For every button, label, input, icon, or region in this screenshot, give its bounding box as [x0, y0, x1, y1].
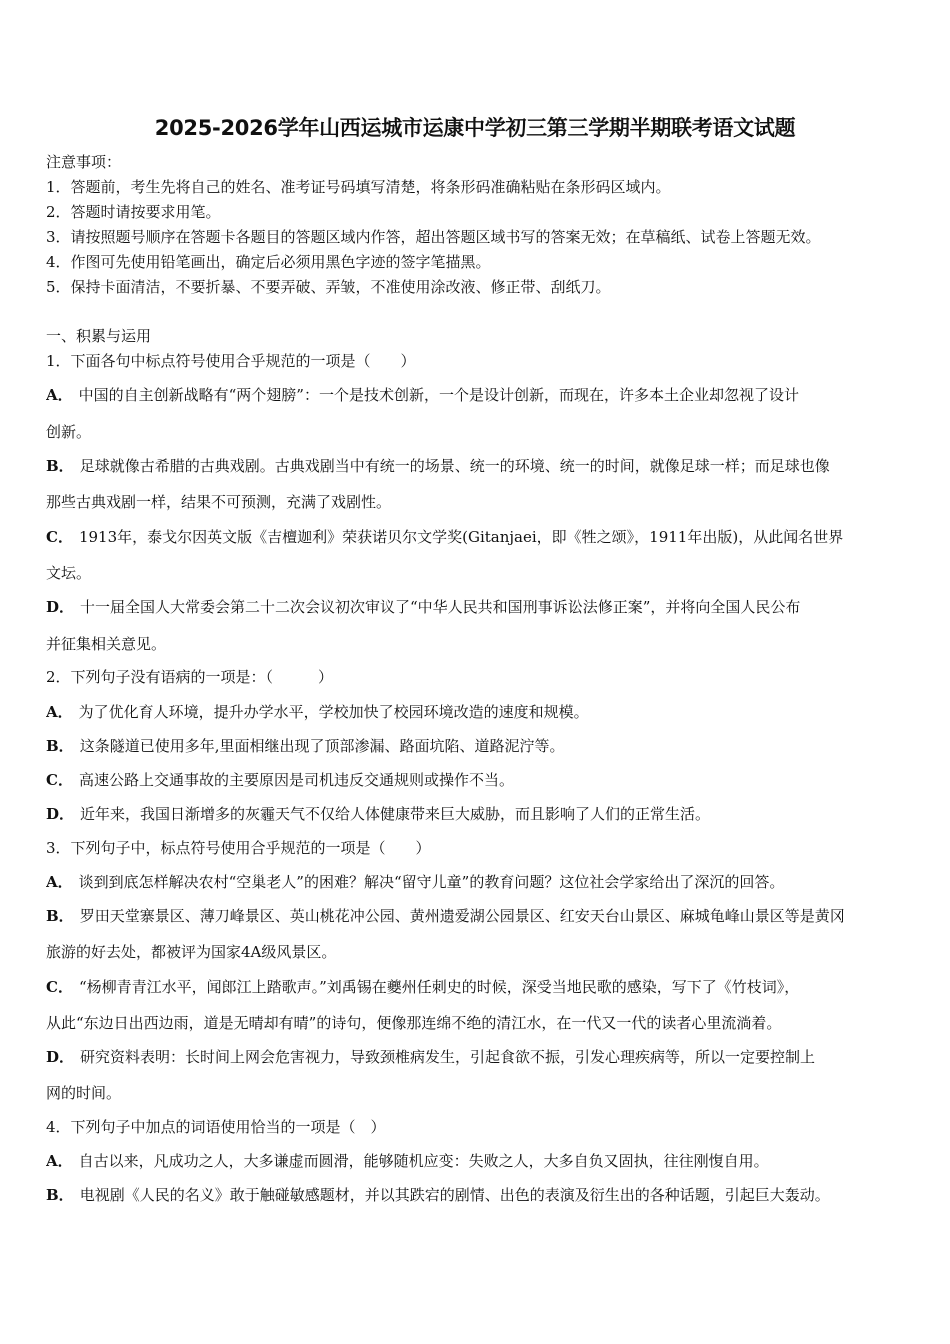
option-row[interactable] [46, 976, 916, 998]
option-row[interactable] [46, 1184, 916, 1206]
notice-item: 2．答题时请按要求用笔。 [46, 203, 221, 221]
option-row[interactable] [46, 455, 916, 477]
option-row[interactable] [46, 596, 916, 618]
option-label: B． [46, 457, 74, 475]
option-row[interactable] [46, 1046, 916, 1068]
option-label: B． [46, 907, 74, 925]
notice-item: 5．保持卡面清洁，不要折暴、不要弄破、弄皱，不准使用涂改液、修正带、刮纸刀。 [46, 278, 611, 296]
option-text: “杨柳青青江水平，闻郎江上踏歌声。”刘禹锡在夔州任刺史的时候，深受当地民歌的感染，写下了《竹枝词》， [78, 978, 800, 996]
section-heading: 一、积累与运用 [46, 327, 152, 345]
option-text-continued: 网的时间。 [46, 1084, 122, 1102]
notice-heading: 注意事项： [46, 153, 122, 171]
option-text: 中国的自主创新战略有“两个翅膀”：一个是技术创新，一个是设计创新，而现在，许多本土企业却忽视了设计 [78, 386, 799, 404]
option-row[interactable] [46, 701, 916, 723]
option-text-continued: 文坛。 [46, 564, 92, 582]
option-row[interactable] [46, 871, 916, 893]
option-label: D． [46, 805, 75, 823]
notice-item: 3．请按照题号顺序在答题卡各题目的答题区域内作答，超出答题区域书写的答案无效；在草稿纸、试卷上答题无效。 [46, 228, 821, 246]
question-stem: 1．下面各句中标点符号使用合乎规范的一项是（ ） [46, 352, 416, 370]
option-text: 十一届全国人大常委会第二十二次会议初次审议了“中华人民共和国刑事诉讼法修正案”，并将向全国人民公布 [80, 598, 801, 616]
option-text: 自古以来，凡成功之人，大多谦虚而圆滑，能够随机应变：失败之人，大多自负又固执，往往刚愎自用。 [78, 1152, 769, 1170]
option-row[interactable] [46, 1150, 916, 1172]
option-label: B． [46, 1186, 74, 1204]
option-row[interactable] [46, 769, 916, 791]
option-label: A． [46, 1152, 73, 1170]
option-label: A． [46, 703, 73, 721]
option-row[interactable] [46, 384, 916, 406]
option-text: 近年来，我国日渐增多的灰霾天气不仅给人体健康带来巨大威胁，而且影响了人们的正常生活。 [80, 805, 711, 823]
option-label: C． [46, 978, 73, 996]
option-label: C． [46, 771, 73, 789]
option-label: B． [46, 737, 74, 755]
option-row[interactable] [46, 905, 916, 927]
option-text: 罗田天堂寨景区、薄刀峰景区、英山桃花冲公园、黄州遗爱湖公园景区、红安天台山景区、麻城龟峰山景区等是黄冈 [79, 907, 845, 925]
page-title: 2025-2026学年山西运城市运康中学初三第三学期半期联考语文试题 [154, 116, 796, 140]
option-text-continued: 旅游的好去处，都被评为国家4A级风景区。 [46, 943, 337, 961]
option-text: 1913年，泰戈尔因英文版《吉檀迦利》荣获诺贝尔文学奖(Gitanjaei，即《牲之颂》，1911年出版)，从此闻名世界 [78, 528, 844, 546]
option-label: D． [46, 598, 75, 616]
option-label: C． [46, 528, 73, 546]
notice-item: 4．作图可先使用铅笔画出，确定后必须用黑色字迹的签字笔描黑。 [46, 253, 491, 271]
option-text: 高速公路上交通事故的主要原因是司机违反交通规则或操作不当。 [78, 771, 514, 789]
option-text: 电视剧《人民的名义》敢于触碰敏感题材，并以其跌宕的剧情、出色的表演及衍生出的各种话题，引起巨大轰动。 [79, 1186, 830, 1204]
option-text: 为了优化育人环境，提升办学水平，学校加快了校园环境改造的速度和规模。 [78, 703, 589, 721]
option-label: D． [46, 1048, 75, 1066]
option-label: A． [46, 873, 73, 891]
option-text-continued: 从此“东边日出西边雨，道是无晴却有晴”的诗句，便像那连绵不绝的清江水，在一代又一代的读者心里流淌着。 [46, 1014, 782, 1032]
option-row[interactable] [46, 803, 916, 825]
option-text: 谈到到底怎样解决农村“空巢老人”的困难？解决“留守儿童”的教育问题？这位社会学家给出了深沉的回答。 [78, 873, 785, 891]
option-text: 这条隧道已使用多年,里面相继出现了顶部渗漏、路面坑陷、道路泥泞等。 [79, 737, 565, 755]
question-stem: 2．下列句子没有语病的一项是：（ ） [46, 668, 334, 686]
notice-item: 1．答题前，考生先将自己的姓名、准考证号码填写清楚，将条形码准确粘贴在条形码区域内。 [46, 178, 671, 196]
option-text: 研究资料表明：长时间上网会危害视力，导致颈椎病发生，引起食欲不振，引发心理疾病等，所以一定要控制上 [80, 1048, 816, 1066]
option-label: A． [46, 386, 73, 404]
option-text-continued: 并征集相关意见。 [46, 635, 167, 653]
option-row[interactable] [46, 526, 916, 548]
question-stem: 3．下列句子中，标点符号使用合乎规范的一项是（ ） [46, 839, 431, 857]
question-stem: 4．下列句子中加点的词语使用恰当的一项是（ ） [46, 1118, 386, 1136]
option-row[interactable] [46, 735, 916, 757]
option-text: 足球就像古希腊的古典戏剧。古典戏剧当中有统一的场景、统一的环境、统一的时间，就像足球一样；而足球也像 [79, 457, 830, 475]
option-text-continued: 创新。 [46, 423, 92, 441]
option-text-continued: 那些古典戏剧一样，结果不可预测，充满了戏剧性。 [46, 493, 392, 511]
